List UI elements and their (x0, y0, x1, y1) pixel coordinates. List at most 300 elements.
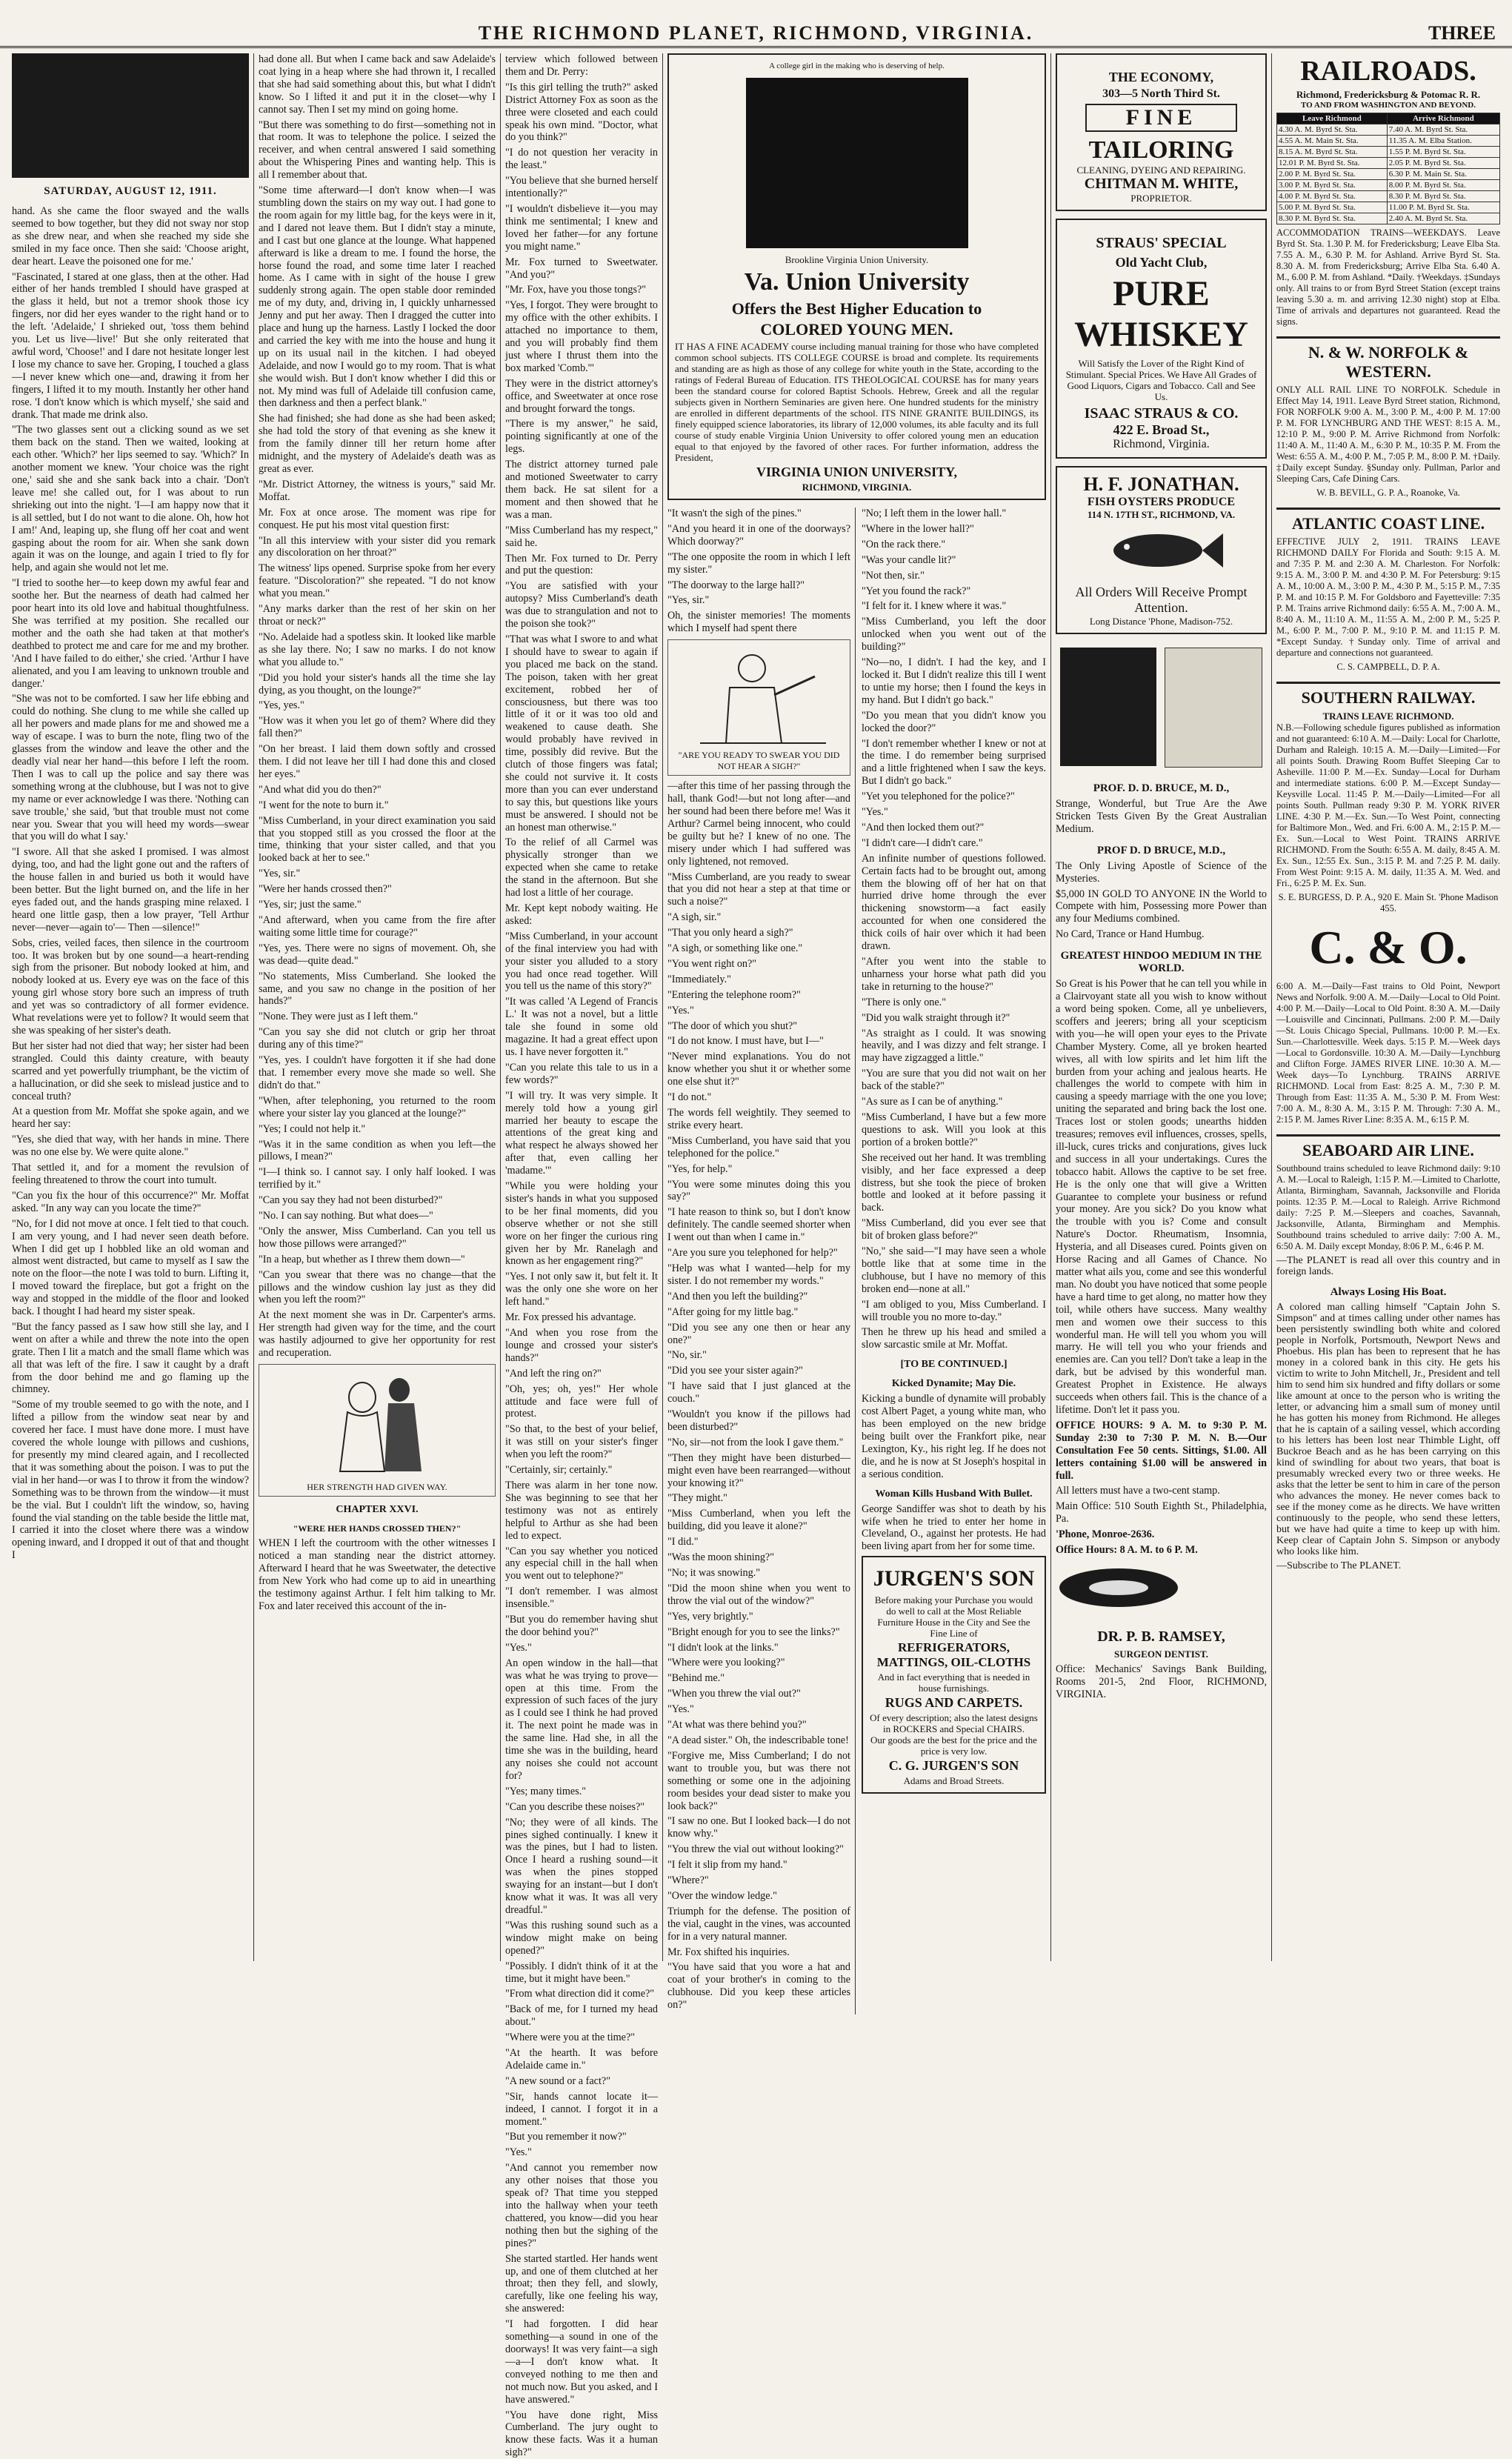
column-5 (1051, 53, 1272, 1961)
story-paragraph: "Can you swear that there was no change—that the pillows and the window cushion lay just as they did when you left the room?" (259, 1269, 496, 1307)
story-paragraph: "When you threw the vial out?" (667, 1688, 850, 1700)
story-col4c (862, 508, 1046, 1351)
story-paragraph: "I—I think so. I cannot say. I only half looked. I was terrified by it." (259, 1166, 496, 1191)
story-paragraph: "You have done right, Miss Cumberland. The jury ought to know these facts. Was it a human sigh?" (505, 2409, 658, 2459)
woman-fainting-illustration (318, 1368, 436, 1479)
story-paragraph: "A sigh, sir." (667, 911, 850, 924)
arrive-time-cell: 7.40 A. M. Byrd St. Sta. (1387, 124, 1499, 136)
story-paragraph: "And you heard it in one of the doorways? Which doorway?" (667, 523, 850, 548)
straus-ad (1056, 219, 1267, 459)
story-paragraph: "There is only one." (862, 996, 1046, 1009)
story-paragraph: "As straight as I could. It was snowing heavily, and I was dizzy and felt strange. I may have zigzagged a little." (862, 1028, 1046, 1065)
story-paragraph: "Yes, she died that way, with her hands in mine. There was no one else by. We were quite alone." (12, 1134, 249, 1159)
economy-services: CLEANING, DYEING AND REPAIRING. (1063, 164, 1259, 176)
story-paragraph: "Any marks darker than the rest of her skin on her throat or neck?" (259, 603, 496, 628)
timetable-row (1277, 180, 1500, 191)
lawyer-illustration (667, 639, 850, 776)
seaboard-body: Southbound trains scheduled to leave Richmond daily: 9:10 A. M.—Local to Raleigh, 1:15 P. M.—Limited to Charlotte, Atlanta, Birmingham, Savannah, Jacksonville and Florida points. 12:35 P. M.—Local to Raleigh. Arrive Richmond daily: 7:25 P. M.—Sleepers and coaches, Savannah, Jacksonville, Atlanta, Birmingham and Memphis. Southbound trains scheduled to arrive daily: 7:00 A. M., 6:50 A. M. Daily except Monday, 8:06 P. M., 6:46 P. M. (1276, 1163, 1500, 1252)
story-paragraph: She started startled. Her hands went up, and one of them clutched at her throat; then they fell, and slowly, carefully, like one feeling his way, she answered: (505, 2253, 658, 2316)
jurgens-mid: And in fact everything that is needed in house furnishings. (869, 1671, 1039, 1694)
jonathan-phone: Long Distance 'Phone, Madison-752. (1063, 616, 1259, 627)
rfp-head-left: Leave Richmond (1277, 113, 1388, 124)
story-paragraph: "They might." (667, 1492, 850, 1505)
bruce-name2: PROF D. D BRUCE, M.D., (1056, 845, 1267, 857)
story-paragraph: "Fascinated, I stared at one glass, then at the other. Had either of her hands trembled I should have grasped at the glass it held, but not a tremor shook those icy fingers, nor did her eyes wander to the right hand or to the left. 'Adelaide,' I shrieked out, 'toss them behind you. Let us live—live!' But she only reiterated that awful word, 'Choose!' and I dare not hesitate longer lest I lose my chance to save her. Groping, I touched a glass—I never knew which one—and, drawing it from her fingers, I lifted it to my mouth. Instantly her other hand rose. 'I don't know which is which myself,' she said and drank. That made me drink also. (12, 271, 249, 422)
story-paragraph: "Miss Cumberland, did you ever see that bit of broken glass before?" (862, 1217, 1046, 1242)
story-paragraph: "I do not." (667, 1091, 850, 1104)
story-paragraph: "No statements, Miss Cumberland. She looked the same, and you saw no change in the position of her hands?" (259, 971, 496, 1008)
story-paragraph: "I swore. All that she asked I promised. I was almost dying, too, and had the light gone out and the rafters of the house fallen in and buried us both it would have been better. But the light burned on, and the life in her eyes faded out, and the hands grasping mine relaxed. I heard one little gasp, then a low prayer, 'Tell Arthur never—never—again to'— Then —silence!" (12, 846, 249, 934)
story-col3 (505, 53, 658, 2459)
story-paragraph: "In all this interview with your sister did you remark any discoloration on her throat?" (259, 535, 496, 560)
leave-time-cell: 4.00 P. M. Byrd St. Sta. (1277, 191, 1388, 202)
timetable-row (1277, 136, 1500, 147)
story-paragraph: "But there was something to do first—something not in that room. It was to telephone the police. I seized the receiver, and when central answered I said something about the Whispering Pines and wanting help. This is all I remember about that. (259, 119, 496, 182)
ramsey-hours: Office Hours: 8 A. M. to 6 P. M. (1056, 1544, 1267, 1557)
story-paragraph: hand. As she came the floor swayed and the walls seemed to bow together, but they did not sway nor stop as she drew near, and when she reached my side she smiled in my face once. Then she said: 'Choose aright, dear heart. Leave the poisoned one for me.' (12, 205, 249, 268)
story-paragraph: "I did." (667, 1536, 850, 1548)
straus-firm: ISAAC STRAUS & CO. (1063, 405, 1259, 422)
story-paragraph: "I don't remember. I was almost insensible." (505, 1585, 658, 1611)
story-paragraph: "And cannot you remember now any other noises that those you speak of? That time you stepped into the hallway when your teeth chattered, you know—did you hear nothing then but the sighing of the pines?" (505, 2162, 658, 2249)
story-paragraph: "I went for the note to burn it." (259, 799, 496, 812)
story-paragraph: "No, sir—not from the look I gave them." (667, 1437, 850, 1449)
dateline: SATURDAY, AUGUST 12, 1911. (12, 185, 249, 198)
news-briefs (862, 1378, 1046, 1553)
story-paragraph: "And then you left the building?" (667, 1291, 850, 1303)
chapter-title: CHAPTER XXVI. (259, 1504, 496, 1516)
timetable-row (1277, 191, 1500, 202)
va-union-caption: Brookline Virginia Union University. (675, 254, 1039, 265)
story-paragraph: "Immediately." (667, 974, 850, 986)
fish-icon (1099, 525, 1225, 576)
bruce-sub: The Only Living Apostle of Science of the Mysteries. (1056, 860, 1267, 885)
story-paragraph: "But you remember it now?" (505, 2131, 658, 2143)
story-paragraph: "Can you say they had not been disturbed?" (259, 1194, 496, 1207)
story-paragraph: "Where were you looking?" (667, 1657, 850, 1669)
story-paragraph: "Over the window ledge." (667, 1890, 850, 1903)
story-paragraph: "A new sound or a fact?" (505, 2075, 658, 2088)
story-paragraph: "From what direction did it come?" (505, 1988, 658, 2000)
timetable-row (1277, 158, 1500, 169)
leave-time-cell: 8.15 A. M. Byrd St. Sta. (1277, 147, 1388, 158)
va-union-audience: COLORED YOUNG MEN. (675, 320, 1039, 339)
story-paragraph: "Mr. District Attorney, the witness is yours," said Mr. Moffat. (259, 479, 496, 504)
story-paragraph: "I felt it slip from my hand." (667, 1859, 850, 1871)
jonathan-orders: All Orders Will Receive Prompt Attention. (1063, 585, 1259, 616)
story-paragraph: "Were her hands crossed then?" (259, 883, 496, 896)
story-paragraph: An open window in the hall—that was what he was trying to prove—open at this time. From the expression of such faces of the jury as I could see I think he had proved it. The next point he made was in the same line. Had she, in all the time she was in the building, heard any noises she could not account for? (505, 1657, 658, 1783)
masthead (0, 21, 1512, 48)
story-paragraph: "That was what I swore to and what I should have to swear to again if you placed me back on the stand. The poison, taken with her great excitement, robbed her of consciousness, but there was too little of it or it was too old and weakened to cause death. She would probably have revived in time, possibly did revive. But the clutch of those fingers was fatal; she could not survive it. It costs more than you can ever understand to say this, but questions like yours must be answered. I should not be an honest man otherwise." (505, 633, 658, 834)
story-paragraph: terview which followed between them and Dr. Perry: (505, 53, 658, 79)
boat-body: A colored man calling himself "Captain John S. Simpson" and at times calling under other names has been persistently swindling both white and colored people in Norfolk, Portsmouth, Newport News and Phoebus. His plan has been to represent that he has money in a colored bank in this city. He gets his victim to write to John Mitchell, Jr., President and tell him to send him six hundred and fifty dollars or some like amount at once to the person who is writing the letter, or advancing him a small sum of money until he has gotten his money from Richmond. He alleges that he is captain of a sailing vessel, which according to his letters has been lost near Thimble Light, off Buckroe Beach and as he has been carrying on this kind of swindling for about two years, that boat is presumably wrecked every two or three weeks. He asks that the letter be sent to him in care of the person who advances the money. He never comes back to see if the money come as he directs. We have written continuously to the people, who send these letters, but we have had quite a time to keep up with him. Keep clear of Captain John S. Simpson or anybody who looks like him. (1276, 1302, 1500, 1557)
story-paragraph: "You are sure that you did not wait on her back of the stable?" (862, 1068, 1046, 1093)
straus-sub: Old Yacht Club, (1063, 255, 1259, 270)
story-paragraph: "I will try. It was very simple. It merely told how a young girl married her beauty to escape the attentions of the great king and what respect he always showed her after that, even calling her 'madame.'" (505, 1090, 658, 1177)
story-paragraph: "No; I left them in the lower hall." (862, 508, 1046, 520)
story-paragraph: "At the hearth. It was before Adelaide came in." (505, 2047, 658, 2072)
economy-fine: FINE (1085, 104, 1237, 132)
story-paragraph: "Only the answer, Miss Cumberland. Can you tell us how those pillows were arranged?" (259, 1225, 496, 1251)
story-paragraph: "Miss Cumberland, I have but a few more questions to ask. Will you look at this portion of a broken bottle?" (862, 1111, 1046, 1149)
story-paragraph: "There is my answer," he said, pointing significantly at one of the legs. (505, 418, 658, 456)
story-paragraph: "You threw the vial out without looking?" (667, 1843, 850, 1856)
southern-sub: TRAINS LEAVE RICHMOND. (1276, 711, 1500, 722)
story-paragraph: "I had forgotten. I did hear something—a sound in one of the doorways! It was very faint—a sigh—a—I don't know what. It conveyed nothing to me then and not much now. But you asked, and I have answered." (505, 2318, 658, 2406)
story-paragraph: "Can you say she did not clutch or grip her throat during any of this time?" (259, 1026, 496, 1051)
story-paragraph: "Was it in the same condition as when you left—the pillows, I mean?" (259, 1139, 496, 1164)
straus-body: Will Satisfy the Lover of the Right Kind of Stimulant. Special Prices. We Have All Grades of Good Liquors, Cigars and Tobacco. Call and See Us. (1063, 358, 1259, 402)
story-paragraph: "You believe that she burned herself intentionally?" (505, 175, 658, 200)
story-paragraph: Oh, the sinister memories! The moments which I myself had spent there (667, 610, 850, 635)
news-head-2: Woman Kills Husband With Bullet. (862, 1488, 1046, 1500)
story-paragraph: "And what did you do then?" (259, 784, 496, 796)
jonathan-ad (1056, 466, 1267, 634)
story-paragraph: "Back of me, for I turned my head about." (505, 2003, 658, 2029)
timetable-row (1277, 124, 1500, 136)
bruce-no: No Card, Trance or Hand Humbug. (1056, 928, 1267, 941)
timetable-row (1277, 202, 1500, 213)
leave-time-cell: 12.01 P. M. Byrd St. Sta. (1277, 158, 1388, 169)
story-paragraph: Mr. Kept kept nobody waiting. He asked: (505, 902, 658, 928)
story-paragraph: "I felt for it. I knew where it was." (862, 600, 1046, 613)
story-paragraph: "You are satisfied with your autopsy? Miss Cumberland's death was due to strangulation and not to the poison she took?" (505, 580, 658, 630)
story-paragraph: "Some of my trouble seemed to go with the note, and I lifted a pillow from the window seat near by and covered her face. I must have done more. I must have covered the whole lounge with pillows and cushions, for presently my mind cleared again, and I recollected that it was something about the poison. I was to put the vial in her hand—or was I to throw it from the window? Something was to be thrown from the window—it must be the vial. But I couldn't lift the window, so, having found the vial standing on the table beside the little mat, I carried it into the closet where there was a window opening inward, and I dropped it out of that and thought I (12, 1399, 249, 1562)
lawyer-pointing-illustration (685, 643, 833, 747)
story-paragraph: "Where?" (667, 1874, 850, 1887)
story-paragraph: "Yes." (505, 2146, 658, 2159)
arrive-time-cell: 2.40 A. M. Byrd St. Sta. (1387, 213, 1499, 224)
jurgens-ad (862, 1556, 1046, 1794)
story-paragraph: "Forgive me, Miss Cumberland; I do not want to trouble you, but was there not something or some one in the adjoining room besides your dead sister to make you look back?" (667, 1750, 850, 1813)
story-paragraph: "No, for I did not move at once. I felt tied to that couch. I am very young, and I had never seen death before. When I did get up I hobbled like an old woman and almost went distracted, but came to myself as I saw the note on the floor—the note I was told to burn. Lifting it, I moved toward the fireplace, but got a fright on the way and stopped in the middle of the floor and looked back. I thought I had heard my sister speak. (12, 1218, 249, 1318)
va-union-body: IT HAS A FINE ACADEMY course including manual training for those who have completed common school subjects. ITS COLLEGE COURSE is broad and complete. Its requirements and standing are as high as those of any college for white youth in the State, according to the ratings of Federal Bureau of Education. ITS THEOLOGICAL COURSE has for many years been the standard course for colored Baptist Schools. Hebrew, Greek and all the regular subjects given in Northern Seminaries are given here. One hundred students for the ministry are enrolled in different departments of the school. ITS NINE GRANITE BUILDINGS, its finely equipped science laboratories, its library of 12,000 volumes, its able faculty and its full course of study enable Virginia Union University to offer colored young men an education equal to that enjoyed by the favored of other races. For further information, address the President, (675, 341, 1039, 463)
story-paragraph: "You were some minutes doing this you say?" (667, 1179, 850, 1204)
story-paragraph: "Miss Cumberland, in your direct examination you said that you stopped still as you crossed the floor at the time, thinking that your sister called, and that you looked back at her to see." (259, 815, 496, 865)
rfp-note: ACCOMMODATION TRAINS—WEEKDAYS. Leave Byrd St. Sta. 1.30 P. M. for Fredericksburg; Leave Elba Sta. 7.55 A. M., 6.30 P. M. for Ashland. Arrive Byrd St. Sta. 8.30 A. M. from Fredericksburg; Arrive Elba Sta. 6.40 A. M., 6.00 P. M. from Ashland. *Daily. †Weekdays. ‡Sundays only. All trains to or from Byrd Street Station (except trains leaving 5.30 a. m. and arriving 12.30 night) stop at Elba. Time of arrivals and departures not guaranteed. Read the signs. (1276, 227, 1500, 327)
economy-prop-title: PROPRIETOR. (1063, 193, 1259, 204)
story-paragraph: "So that, to the best of your belief, it was still on your sister's finger when you left the room?" (505, 1423, 658, 1461)
va-union-tagline: Offers the Best Higher Education to (675, 299, 1039, 319)
leave-time-cell: 4.30 A. M. Byrd St. Sta. (1277, 124, 1388, 136)
column-4-subcolumns (667, 508, 1046, 2014)
story-paragraph: "I hate reason to think so, but I don't know definitely. The candle seemed shorter when I went out than when I came in." (667, 1206, 850, 1244)
story-paragraph: Mr. Fox turned to Sweetwater. "And you?" (505, 256, 658, 282)
bruce-portrait-left (1060, 648, 1156, 766)
column-4b (862, 508, 1046, 2014)
story-paragraph: "Miss Cumberland, in your account of the final interview you had with your sister you alluded to a story you had once read together. Will you tell us the name of this story?" (505, 931, 658, 994)
story-paragraph: "Yes, sir." (667, 594, 850, 607)
story-paragraph: "No, sir." (667, 1349, 850, 1362)
story-paragraph: She received out her hand. It was trembling visibly, and her face expressed a deep distress, but she took the piece of broken bottle and looked at it before passing it back. (862, 1152, 1046, 1215)
story-paragraph: "No; it was snowing." (667, 1567, 850, 1580)
acl-name: ATLANTIC COAST LINE. (1276, 508, 1500, 533)
story-paragraph: An infinite number of questions followed. Certain facts had to be brought out, among them the blowing off of her hat on that hurried drive home through the ever thickening snowstorm—a fact easily accounted for when one considered the thick coils of hair over which it had been drawn. (862, 853, 1046, 953)
leave-time-cell: 8.30 P. M. Byrd St. Sta. (1277, 213, 1388, 224)
va-union-photo (746, 78, 968, 248)
planet-notice: —The PLANET is read all over this country and in foreign lands. (1276, 1255, 1500, 1277)
story-paragraph: Mr. Fox at once arose. The moment was ripe for conquest. He put his most vital question first: (259, 507, 496, 532)
illustration-caption: HER STRENGTH HAD GIVEN WAY. (262, 1482, 492, 1493)
economy-ad (1056, 53, 1267, 211)
news-head-1: Kicked Dynamite; May Die. (862, 1378, 1046, 1390)
jurgens-line2: RUGS AND CARPETS. (869, 1695, 1039, 1711)
story-paragraph: "I am obliged to you, Miss Cumberland. I will trouble you no more to-day." (862, 1299, 1046, 1324)
story-paragraph: "I wouldn't disbelieve it—you may think me sentimental; I knew and loved her father—for any fortune you might name." (505, 203, 658, 253)
story-paragraph: "A dead sister." Oh, the indescribable tone! (667, 1734, 850, 1747)
story-paragraph: "And when you rose from the lounge and crossed your sister's hands?" (505, 1327, 658, 1365)
subscribe-notice: —Subscribe to The PLANET. (1276, 1560, 1500, 1571)
story-paragraph: "Yes, sir." (259, 868, 496, 880)
story-paragraph: She had finished; she had done as she had been asked; she had told the story of that evening as she knew it from the family dinner till her return home after midnight, and the mystery of Adelaide's death was as great as ever. (259, 413, 496, 476)
story-paragraph: "And left the ring on?" (505, 1368, 658, 1380)
story-paragraph: "Miss Cumberland, when you left the building, did you leave it alone?" (667, 1508, 850, 1533)
southern-sig: S. E. BURGESS, D. P. A., 920 E. Main St. 'Phone Madison 455. (1276, 892, 1500, 914)
co-body: 6:00 A. M.—Daily—Fast trains to Old Point, Newport News and Norfolk. 9:00 A. M.—Daily—Local to Old Point. 4:00 P. M.—Daily—Local to Old Point. 8:30 A. M.—Daily—Louisville and Cincinnati, Pullmans. 2:00 P. M.—Daily—St. Louis Chicago Special, Pullmans. 10:00 P. M.—Ex. Sun.—Charlottesville. Week days. 5:15 P. M.—Week days—Local to Gordonsville. 10:30 A. M.—Daily—Lynchburg and Clifton Forge. JAMES RIVER LINE. 10:30 A. M.—Week days—To Lynchburg. TRAINS ARRIVE RICHMOND. Local from East: 8:25 A. M., 7:30 P. M. Through from East: 11:35 A. M., 5:30 P. M. From West: 7:00 A. M., 8:30 A. M., 3:15 P. M. Through: 7:30 A. M., 2:15 P. M. James River Line: 8:35 A. M., 6:15 P. M. (1276, 981, 1500, 1125)
story-paragraph: "Yes; many times." (505, 1786, 658, 1798)
story-paragraph: "While you were holding your sister's hands in what you supposed to be her final moments, did you observe whether or not she still wore on her finger the curious ring given her by Mr. Ranelagh and known as her engagement ring?" (505, 1180, 658, 1268)
jurgens-foot: Our goods are the best for the price and the price is very low. (869, 1734, 1039, 1757)
nw-body: ONLY ALL RAIL LINE TO NORFOLK. Schedule in Effect May 14, 1911. Leave Byrd Street station, Richmond, FOR NORFOLK 9:00 A. M., 3:00 P. M., 4:00 P. M. 17:00 P. M. FOR LYNCHBURG AND THE WEST: 8:15 A. M., 12:10 P. M., 9:00 P. M. Arrive Richmond from Norfolk: 11:40 A. M., 11:40 A. M., 6:30 P. M., 10:35 P. M. From the West: 6:55 A. M., 4:00 P. M., 7:05 P. M., 8:00 P. M. †Daily. ‡Daily except Sunday. §Sunday only. Pullman, Parlor and Sleeping Cars, Cafe Dining Cars. (1276, 385, 1500, 485)
economy-addr: 303—5 North Third St. (1063, 88, 1259, 99)
economy-head: THE ECONOMY, (1063, 70, 1259, 85)
page-label: THREE (1428, 22, 1496, 44)
story-paragraph: "Certainly, sir; certainly." (505, 1464, 658, 1477)
arrive-time-cell: 8.00 P. M. Byrd St. Sta. (1387, 180, 1499, 191)
story-col4b (667, 780, 850, 2012)
story-paragraph: "None. They were just as I left them." (259, 1011, 496, 1023)
jonathan-addr: 114 N. 17TH ST., RICHMOND, VA. (1063, 509, 1259, 520)
story-paragraph: At the next moment she was in Dr. Carpenter's arms. Her strength had given way for the time, and the court was hastily adjourned to give her opportunity for rest and recuperation. (259, 1309, 496, 1360)
story-paragraph: had done all. But when I came back and saw Adelaide's coat lying in a heap where she had thrown it, I recalled that she had said something about this, but what I didn't know. So I lifted it and put it in the closet—why I cannot say. Then I set my mind on going home. (259, 53, 496, 116)
story-paragraph: "Can you say whether you noticed any especial chill in the hall when you went out to telephone?" (505, 1545, 658, 1583)
va-union-ad (667, 53, 1046, 500)
story-col4a (667, 508, 850, 635)
story-paragraph: "Possibly. I didn't think of it at the time, but it might have been." (505, 1960, 658, 1986)
bruce-head2: GREATEST HINDOO MEDIUM IN THE WORLD. (1056, 950, 1267, 975)
story-paragraph: "That you only heard a sigh?" (667, 927, 850, 939)
straus-product: PURE WHISKEY (1063, 273, 1259, 355)
story-paragraph: Mr. Fox pressed his advantage. (505, 1311, 658, 1324)
story-paragraph: Mr. Fox shifted his inquiries. (667, 1946, 850, 1959)
story-paragraph: "On her breast. I laid them down softly and crossed them. I did not leave her till I had done this and closed her eyes." (259, 743, 496, 781)
story-paragraph: "Did you see your sister again?" (667, 1365, 850, 1377)
story-paragraph: "I have said that I just glanced at the couch." (667, 1380, 850, 1405)
story-paragraph: Then he threw up his head and smiled a slow sarcastic smile at Mr. Moffat. (862, 1326, 1046, 1351)
story-paragraph: "The one opposite the room in which I left my sister." (667, 551, 850, 576)
story-paragraph: "No," she said—"I may have seen a whole bottle like that at some time in the clubhouse, but I have no memory of this broken end—none at all." (862, 1245, 1046, 1296)
story-paragraph: "Do you mean that you didn't know you locked the door?" (862, 710, 1046, 735)
bruce-name: PROF. D. D. BRUCE, M. D., (1056, 782, 1267, 795)
story-paragraph: They were in the district attorney's office, and Sweetwater at once rose and brought forward the tongs. (505, 378, 658, 416)
southern-name: SOUTHERN RAILWAY. (1276, 682, 1500, 708)
nw-sig: W. B. BEVILL, G. P. A., Roanoke, Va. (1276, 488, 1500, 499)
story-paragraph: "Was this rushing sound such as a window might make on being opened?" (505, 1920, 658, 1957)
story-paragraph: "No. Adelaide had a spotless skin. It looked like marble as she lay there. No; I saw no marks. I do not know what you allude to." (259, 631, 496, 669)
arrive-time-cell: 1.55 P. M. Byrd St. Sta. (1387, 147, 1499, 158)
bruce-lead: Strange, Wonderful, but True Are the Awe Stricken Tests Given By the Great Australian Medium. (1056, 798, 1267, 836)
story-paragraph: "And then locked them out?" (862, 822, 1046, 834)
va-union-top-note: A college girl in the making who is deserving of help. (675, 61, 1039, 72)
leave-time-cell: 4.55 A. M. Main St. Sta. (1277, 136, 1388, 147)
story-paragraph: "Not then, sir." (862, 570, 1046, 582)
story-paragraph: "As sure as I can be of anything." (862, 1096, 1046, 1108)
story-paragraph: "Yes. I not only saw it, but felt it. It was the only one she wore on her left hand." (505, 1271, 658, 1308)
story-paragraph: "Never mind explanations. You do not know whether you shut it or whether some one else shut it?" (667, 1051, 850, 1088)
jonathan-goods: FISH OYSTERS PRODUCE (1063, 496, 1259, 509)
story-paragraph: "Sir, hands cannot locate it—indeed, I cannot. I forgot it in a moment." (505, 2091, 658, 2129)
story-paragraph: The witness' lips opened. Surprise spoke from her every feature. "Discoloration?" she repeated. "I do not know what you mean." (259, 562, 496, 600)
ramsey-office: Office: Mechanics' Savings Bank Building, Rooms 201-5, 2nd Floor, RICHMOND, VIRGINIA. (1056, 1663, 1267, 1701)
leave-time-cell: 2.00 P. M. Byrd St. Sta. (1277, 169, 1388, 180)
story-paragraph: Triumph for the defense. The position of the vial, caught in the vines, was accounted for in a very natural manner. (667, 1906, 850, 1943)
story-paragraph: "You have said that you wore a hat and coat of your brother's in coming to the clubhouse. Did you keep these articles on?" (667, 1961, 850, 2012)
story-paragraph: "Yes." (505, 1642, 658, 1654)
story-paragraph: To the relief of all Carmel was physically stronger than we expected when she came to retake the stand in the afternoon. But she had lost a little of her courage. (505, 836, 658, 899)
arrive-time-cell: 11.35 A. M. Elba Station. (1387, 136, 1499, 147)
story-paragraph: "I didn't look at the links." (667, 1642, 850, 1654)
jurgens-name: JURGEN'S SON (869, 1566, 1039, 1591)
to-be-continued: [TO BE CONTINUED.] (862, 1359, 1046, 1371)
damaged-area (12, 53, 249, 178)
rfp-name: Richmond, Fredericksburg & Potomac R. R. (1276, 89, 1500, 101)
story-paragraph: "Is this girl telling the truth?" asked District Attorney Fox as soon as the three were closeted and each could speak his own mind. "Doctor, what do you think?" (505, 81, 658, 144)
story-paragraph: "I saw no one. But I looked back—I do not know why." (667, 1815, 850, 1840)
co-name: C. & O. (1276, 920, 1500, 975)
story-paragraph: "Yes." (667, 1005, 850, 1017)
story-paragraph: "But you do remember having shut the door behind you?" (505, 1614, 658, 1639)
bruce-portrait-right (1165, 648, 1262, 768)
story-paragraph: "I don't remember whether I knew or not at the time. I do remember being surprised and a little frightened when I saw the keys. But I didn't go back." (862, 738, 1046, 788)
arrive-time-cell: 8.30 P. M. Byrd St. Sta. (1387, 191, 1499, 202)
story-paragraph: "You went right on?" (667, 958, 850, 971)
lawyer-illustration-caption: "ARE YOU READY TO SWEAR YOU DID NOT HEAR A SIGH?" (671, 750, 847, 772)
arrive-time-cell: 6.30 P. M. Main St. Sta. (1387, 169, 1499, 180)
story-paragraph: "Was the moon shining?" (667, 1551, 850, 1564)
story-paragraph: "Did you walk straight through it?" (862, 1012, 1046, 1025)
bruce-body: So Great is his Power that he can tell you while in a Clairvoyant state all you wish to know without a word being spoken. Come, all ye unbelievers, scoffers and jeerers; bring all your scepticism with you—he will open your eyes to the Private Chamber Mystery. Come, all ye broken hearted wives, all with low spirits and let him lift the burden from your aching and jealous hearts. He challenges the world to compete with him in causing a speedy marriage with the one you love; uniting the separated and bring back the lost one. Traces lost or stolen goods; unearths hidden treasures; removes evil influences, crosses, spells, ill-luck, cures tricks and conjurations, gives luck and success in all your undertakings. Cures the tobacco habit. Allows the captive to be set free. He is the only one that will give a Written Guarantee to complete your business or refund your money. Are you sick? Do you know what the trouble with you is? Come and consult Nature's Doctor. Rheumatism, Insomnia, Hysteria, and all Diseases cured. Points given on Horse Racing and all Games of Chance. No matter what ails you, come and see this wonderful man. No doubt you have noticed that some people have a hard time to get along, no matter how they toil, while others have success. Many wealthy men and women owe their success to this wonderful man. He will tell you whom you will marry. He will tell you who your friends and enemies are. Can you tell? Don't take a leap in the dark, but be advised by this wonderful man. Greatest Prophet in Existence. He always succeeds when others fail. This is the chance of a lifetime. Don't let it pass you. (1056, 978, 1267, 1417)
rfp-head-right: Arrive Richmond (1387, 113, 1499, 124)
story-paragraph: "Yes; I could not help it." (259, 1123, 496, 1136)
story-paragraph: "Mr. Fox, have you those tongs?" (505, 284, 658, 296)
story-col2 (259, 53, 496, 1360)
jurgens-lead: Before making your Purchase you would do well to call at the Most Reliable Furniture House in the City and See the Fine Line of (869, 1594, 1039, 1639)
story-paragraph: "On the rack there." (862, 539, 1046, 551)
story-illustration (259, 1364, 496, 1497)
jurgens-line3: Of every description; also the latest designs in ROCKERS and Special CHAIRS. (869, 1712, 1039, 1734)
story-paragraph: "Miss Cumberland, are you ready to swear that you did not hear a step at that time or such a noise?" (667, 871, 850, 909)
story-paragraph: "She was not to be comforted. I saw her life ebbing and could do nothing. She clung to me while she called up all her powers and made plans for me and showed me a way of escape. I was to burn the note, fling two of the glasses from the window and leave the other and the deadly vial near her hand—this before I left the room. Then I was to call up the police and say there was something wrong at the clubhouse, but I was not to give my name or ever acknowledge I was there. 'Nothing can save trouble,' she said, 'but that trouble must not come near you. Swear that you will heed my words—swear that you will do what I say.' (12, 693, 249, 843)
story-paragraph: "Yes." (667, 1703, 850, 1716)
column-4 (663, 53, 1051, 1961)
chapter-subtitle: "WERE HER HANDS CROSSED THEN?" (259, 1523, 496, 1534)
story-paragraph: "I do not question her veracity in the least." (505, 147, 658, 172)
story-paragraph: "Yes, I forgot. They were brought to my office with the other exhibits. I attached no importance to them, and you will probably find them just where I thrust them into the box marked 'Comb.'" (505, 299, 658, 374)
story-paragraph: "Wouldn't you know if the pillows had been disturbed?" (667, 1408, 850, 1434)
story-paragraph: "Was your candle lit?" (862, 554, 1046, 567)
story-paragraph: "Help was what I wanted—help for my sister. I do not remember my words." (667, 1262, 850, 1288)
arrive-time-cell: 2.05 P. M. Byrd St. Sta. (1387, 158, 1499, 169)
news-body-2: George Sandiffer was shot to death by his wife when he tried to enter her home in Cleveland, O., against her protests. He had been living apart from her for some time. (862, 1503, 1046, 1554)
story-paragraph: "But the fancy passed as I saw how still she lay, and I went on after a while and threw the note into the open grate. Then I lit a match and the small flame which was all that was left of the fire. I saw it caught by a draft from the door behind me and go flaming up the chimney. (12, 1321, 249, 1396)
timetable-row (1277, 169, 1500, 180)
story-paragraph: The district attorney turned pale and motioned Sweetwater to carry them back. He sat silent for a moment and then showed that he was a man. (505, 459, 658, 522)
jonathan-name: H. F. JONATHAN. (1063, 473, 1259, 496)
column-1 (7, 53, 254, 1961)
boat-head: Always Losing His Boat. (1276, 1286, 1500, 1299)
story-paragraph: "Can you fix the hour of this occurrence?" Mr. Moffat asked. "In any way can you locate the time?" (12, 1190, 249, 1215)
story-paragraph: "I tried to soothe her—to keep down my awful fear and soothe her. But the nearness of death had calmed her poor heart into its old love and habitual thoughtfulness. She was terrified at my position. She recalled our mother and the oath she had taken at that mother's deathbed to protect me and care for me and my brother. 'And I have failed to do either,' she cried. 'Arthur I have alienated, and you I am leaving to unknown trouble and danger.' (12, 577, 249, 690)
story-paragraph: "Behind me." (667, 1672, 850, 1685)
ramsey-phone: 'Phone, Monroe-2636. (1056, 1528, 1267, 1541)
story-paragraph: "Bright enough for you to see the links?" (667, 1626, 850, 1639)
acl-body: EFFECTIVE JULY 2, 1911. TRAINS LEAVE RICHMOND DAILY For Florida and South: 9:15 A. M. and 7:35 P. M. and 2:30 A. M. Charleston. For Norfolk: 9:15 A. M., 3:00 P. M. and 4:30 P. M. For Petersburg: 9:15 A. M., 10:00 A. M., 3:00 P. M., 4:30 P. M., 5:15 P. M., 7:35 P. M. and 10:15 P. M. For Goldsboro and Fayetteville: 7:35 P. M. Trains arrive Richmond daily: 6:55 A. M., 7:00 A. M., 8:40 A. M., 11:10 A. M., 11:55 A. M., 2:00 P. M., 5:25 P. M., 6:00 P. M., 7:00 P. M., 9:10 P. M. and 11:15 P. M. *Except Sunday. †Sunday only. Time of arrival and departure and connections not guaranteed. (1276, 536, 1500, 659)
story-paragraph: "Where were you at the time?" (505, 2032, 658, 2044)
column-6 (1272, 53, 1505, 1961)
southern-body: N.B.—Following schedule figures published as information and not guaranteed: 6:10 A. M.—Daily: Local for Charlotte, Durham and Raleigh. 10:15 A. M.—Daily—Limited—For all points South. Drawing Room Buffet Sleeping Car to Asheville. 11:00 P. M.—Ex. Sunday—Local for Durham and intermediate stations. 6:00 P. M.—Except Sunday—Keysville Local. 11:45 P. M.—Daily—Limited—For all points South. Pullman ready 9:30 P. M. YORK RIVER LINE. 4:30 P. M.—Ex. Sun.—To West Point, connecting for Baltimore Mon., Wed. and Fri. 6:00 A. M., 2:15 P. M.—Ex. Sun.—Local to West Point. TRAINS ARRIVE RICHMOND. From the South: 6:55 A. M. daily, 8:45 A. M. Ex. Sun., 12:55 Ex. Sun., 3:15 P. M. and 7:25 P. M. daily. From West Point: 9:15 A. M. daily, 11:35 A. M. Wed. and Fri., 6:25 P. M. Ex. Sun. (1276, 722, 1500, 889)
story-paragraph: "The door of which you shut?" (667, 1020, 850, 1033)
story-paragraph: —after this time of her passing through the hall, thank God!—but not long after—and her sound had been there before me! Was it Arthur? Carmel being innocent, who could be guilty but he? I knew of no one. The misery under which I had suffered was only lightened, not removed. (667, 780, 850, 868)
dentist-illustration (1056, 1565, 1182, 1610)
timetable-row (1277, 213, 1500, 224)
story-paragraph: "When, after telephoning, you returned to the room where your sister lay you glanced at the lounge?" (259, 1095, 496, 1120)
story-paragraph: "Yes, for help." (667, 1163, 850, 1176)
story-paragraph: "I do not know. I must have, but I—" (667, 1035, 850, 1048)
story-paragraph: "After you went into the stable to unharness your horse what path did you take in returning to the house?" (862, 956, 1046, 994)
seaboard-name: SEABOARD AIR LINE. (1276, 1134, 1500, 1160)
story-paragraph: "Yet you found the rack?" (862, 585, 1046, 598)
va-union-address-name: VIRGINIA UNION UNIVERSITY, (675, 465, 1039, 480)
story-paragraph: "I didn't care—I didn't care." (862, 837, 1046, 850)
bruce-ad (1056, 642, 1267, 1525)
story-paragraph: "At what was there behind you?" (667, 1719, 850, 1731)
railroads-heading: RAILROADS. (1276, 55, 1500, 87)
acl-sig: C. S. CAMPBELL, D. P. A. (1276, 662, 1500, 673)
story-paragraph: "Yes, yes." (259, 699, 496, 712)
story-paragraph: "Miss Cumberland, you have said that you telephoned for the police." (667, 1135, 850, 1160)
masthead-title: THE RICHMOND PLANET, RICHMOND, VIRGINIA. (0, 22, 1512, 44)
economy-tailoring: TAILORING (1063, 136, 1259, 164)
story-paragraph: "The doorway to the large hall?" (667, 579, 850, 592)
story-paragraph: "Yet you telephoned for the police?" (862, 791, 1046, 803)
bruce-portraits (1056, 642, 1267, 773)
story-paragraph: "Some time afterward—I don't know when—I was stumbling down the stairs on my way out. I had gone to the room again for my little bag, for the keys were in it, and I dared not leave them. But I didn't stay a minute, and I cast but one glance at the lounge. What happened afterward is like a dream to me. I found the horse, the horse found the road, and some time later I reached home. As I came with in sight of the house I grew suddenly strong again. The open stable door reminded me of my duty, and, driving in, I quickly unharnessed Jenny and put her away. Then I dragged the cutter into place and hung up the harness. Lastly I locked the door and carried the key with me into the house and hung it up on its usual nail in the kitchen. I had obeyed Adelaide, and now I would go to my room. That is what she would wish. But I don't know whether I did this or not. My mind was full of Adelaide till confusion came, then darkness and then a perfect blank." (259, 184, 496, 410)
bruce-hours: OFFICE HOURS: 9 A. M. to 9:30 P. M. Sunday 2:30 to 7:30 P. M. N. B.—Our Consultation Fee 50 cents. Sittings, $1.00. All letters containing $1.00 will be answered in full. (1056, 1420, 1267, 1483)
story-paragraph: "Can you describe these noises?" (505, 1801, 658, 1814)
story-paragraph: "Yes, yes. I couldn't have forgotten it if she had done that. I remember every move she made so well. She didn't do that." (259, 1054, 496, 1092)
story-paragraph: "Miss Cumberland has my respect," said he. (505, 525, 658, 550)
ramsey-title: SURGEON DENTIST. (1056, 1648, 1267, 1660)
story-paragraph: "No—no, I didn't. I had the key, and I locked it. But I didn't realize this till I went to untie my horse; then I found the keys in my hand. But I didn't go back." (862, 656, 1046, 707)
story-paragraph: "The two glasses sent out a clicking sound as we set them back on the stand. Then we waited, looking at each other. 'Which?' her lips seemed to say. 'Which?' In another moment we knew. 'Your choice was the right one,' said she and she sank back into a chair. 'Don't leave me! she called out, for I was about to run shrieking out into the night. 'I—I am happy now that it is all settled, but I do not want to die alone. Oh, how hot I am!' And, leaping up, she flung off her coat and went gasping about the room for air. When she sank down again it was on the lounge, and again I tried to fly for help, and again she would not let me. (12, 424, 249, 574)
story-paragraph: "How was it when you let go of them? Where did they fall then?" (259, 715, 496, 740)
story-paragraph: "Miss Cumberland, you left the door unlocked when you went out of the building?" (862, 616, 1046, 653)
leave-time-cell: 3.00 P. M. Byrd St. Sta. (1277, 180, 1388, 191)
story-paragraph: "Where in the lower hall?" (862, 523, 1046, 536)
bruce-offer: $5,000 IN GOLD TO ANYONE IN the World to Compete with him, Possessing more Power than any four Mediums combined. (1056, 888, 1267, 926)
story-paragraph: "Yes." (862, 806, 1046, 819)
story-paragraph: Then Mr. Fox turned to Dr. Perry and put the question: (505, 553, 658, 578)
story-paragraph: "Are you sure you telephoned for help?" (667, 1247, 850, 1260)
jurgens-line1: REFRIGERATORS, MATTINGS, OIL-CLOTHS (869, 1640, 1039, 1670)
rfp-rows (1277, 124, 1500, 224)
story-paragraph: "After going for my little bag." (667, 1306, 850, 1319)
arrive-time-cell: 11.00 P. M. Byrd St. Sta. (1387, 202, 1499, 213)
story-paragraph: "A sigh, or something like one." (667, 942, 850, 955)
story-paragraph: At a question from Mr. Moffat she spoke again, and we heard her say: (12, 1105, 249, 1131)
story-paragraph: "And afterward, when you came from the fire after waiting some little time for courage?" (259, 914, 496, 939)
